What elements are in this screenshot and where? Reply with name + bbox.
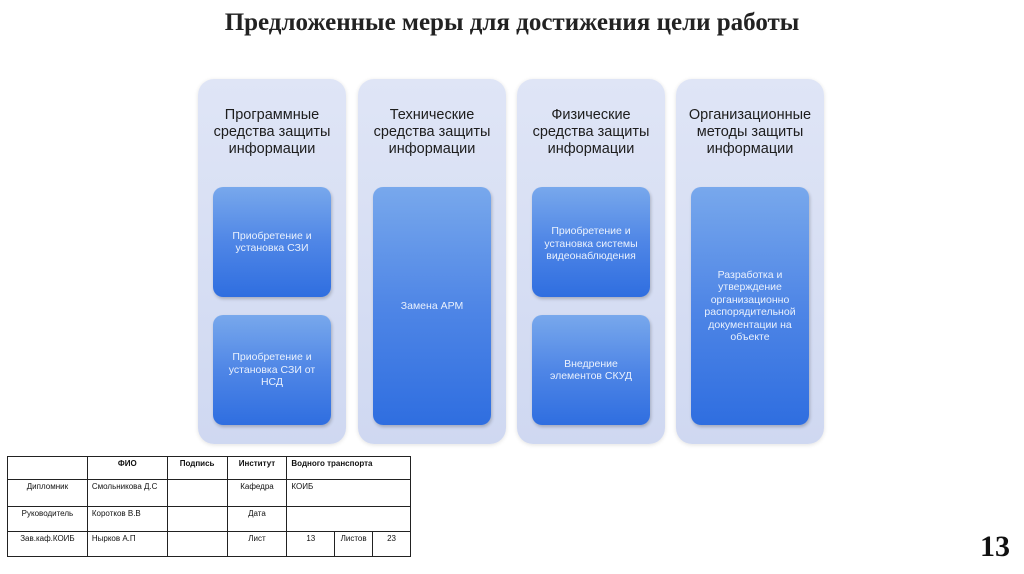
column-technical-protection xyxy=(358,79,506,444)
column-heading: Технические средства защиты информации xyxy=(373,107,491,157)
stamp-header-signature: Подпись xyxy=(167,457,227,480)
page-number: 13 xyxy=(980,530,1010,563)
stamp-sheets-total: 23 xyxy=(373,532,411,557)
stamp-cell xyxy=(8,457,88,480)
stamp-signature-cell xyxy=(167,507,227,532)
stamp-name: Смольникова Д.С xyxy=(87,480,167,507)
stamp-signature-cell xyxy=(167,480,227,507)
column-software-protection xyxy=(198,79,346,444)
stamp-name: Коротков В.В xyxy=(87,507,167,532)
stamp-header-institute: Институт xyxy=(227,457,287,480)
table-row xyxy=(8,532,411,557)
stamp-name: Нырков А.П xyxy=(87,532,167,557)
card-video-surveillance: Приобретение и установка системы видеонаблюдения xyxy=(532,187,650,297)
card-documentation: Разработка и утверждение организационно распорядительной документации на объекте xyxy=(691,187,809,425)
stamp-value: КОИБ xyxy=(287,480,411,507)
column-physical-protection xyxy=(517,79,665,444)
card-szi-install: Приобретение и установка СЗИ xyxy=(213,187,331,297)
stamp-sheet-number: 13 xyxy=(287,532,335,557)
stamp-signature-cell xyxy=(167,532,227,557)
column-heading: Организационные методы защиты информации xyxy=(688,107,812,157)
card-arm-replacement: Замена АРМ xyxy=(373,187,491,425)
stamp-role: Руководитель xyxy=(8,507,88,532)
table-row xyxy=(8,457,411,480)
column-heading: Физические средства защиты информации xyxy=(532,107,650,157)
stamp-label: Дата xyxy=(227,507,287,532)
stamp-label: Лист xyxy=(227,532,287,557)
stamp-role: Дипломник xyxy=(8,480,88,507)
table-row xyxy=(8,507,411,532)
stamp-role: Зав.каф.КОИБ xyxy=(8,532,88,557)
stamp-header-fio: ФИО xyxy=(87,457,167,480)
title-block-table xyxy=(7,456,411,557)
stamp-sheets-label: Листов xyxy=(335,532,373,557)
column-heading: Программные средства защиты информации xyxy=(213,107,331,157)
slide-title: Предложенные меры для достижения цели работы xyxy=(224,9,800,36)
stamp-institute-value: Водного транспорта xyxy=(287,457,411,480)
column-organizational-methods xyxy=(676,79,824,444)
stamp-value xyxy=(287,507,411,532)
stamp-label: Кафедра xyxy=(227,480,287,507)
card-skud: Внедрение элементов СКУД xyxy=(532,315,650,425)
table-row xyxy=(8,480,411,507)
card-szi-nsd-install: Приобретение и установка СЗИ от НСД xyxy=(213,315,331,425)
